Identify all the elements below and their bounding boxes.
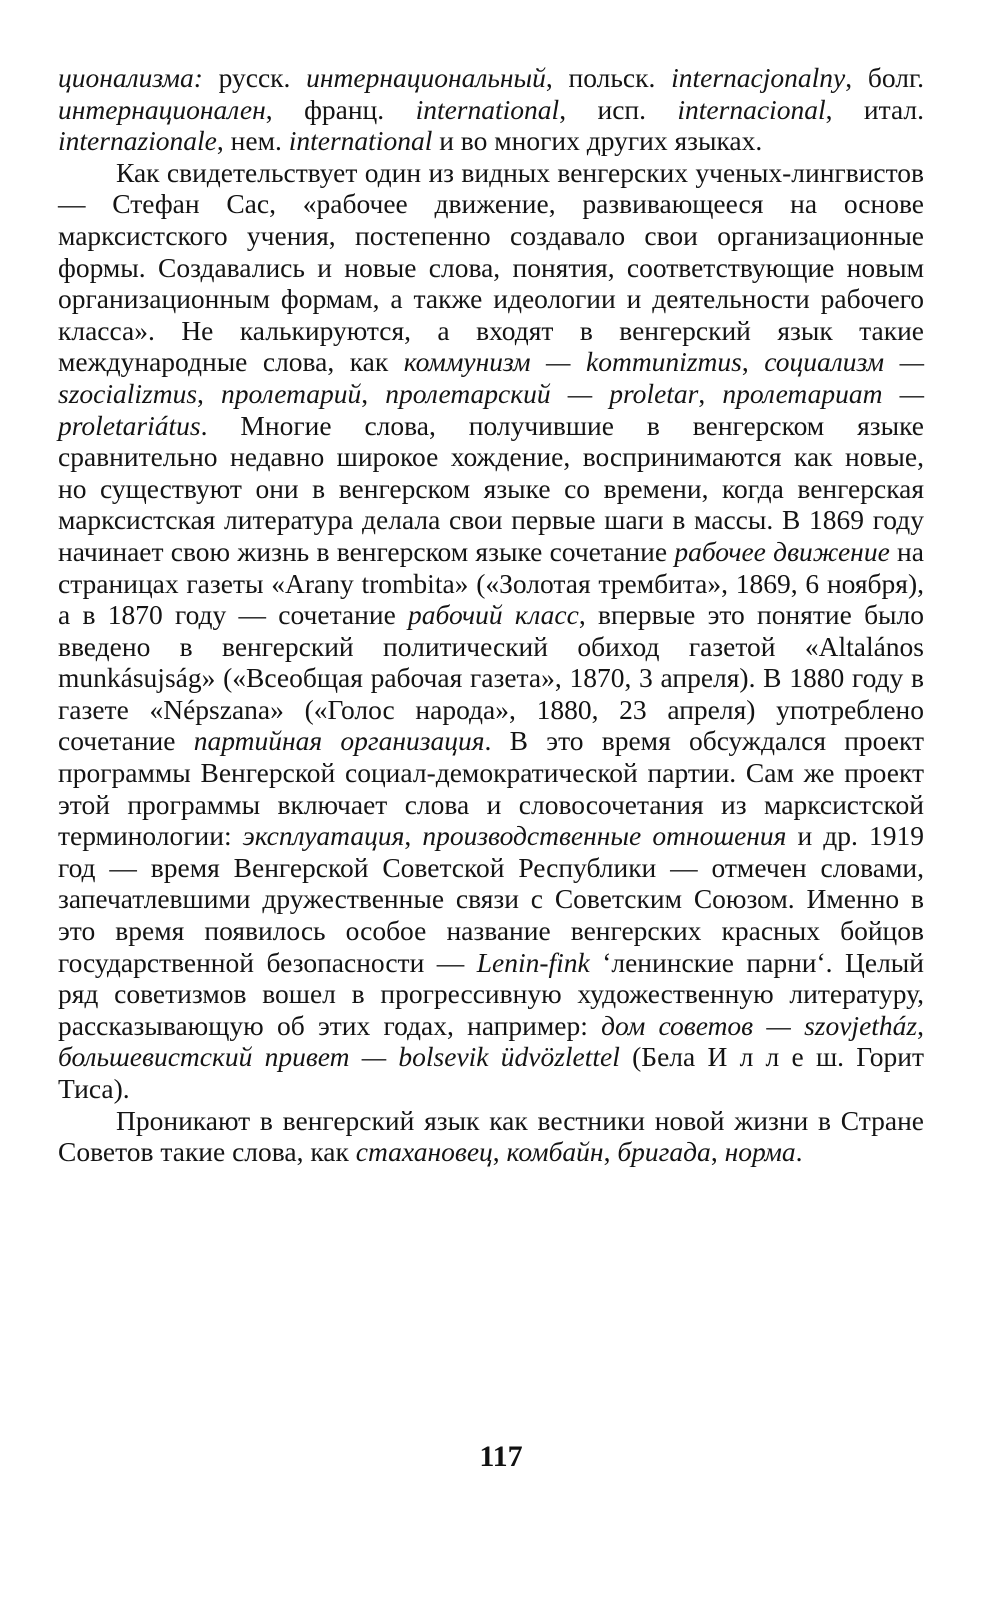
italic-term: рабочее движение [674,535,890,567]
text-run: Проникают в венгерский язык как вестники новой жизни в Стране Советов такие слова, как [58,1104,924,1168]
italic-term: интернационален [58,93,266,125]
text-run: , итал. [825,93,924,125]
text-run: на страницах газеты «Arany trombita» («Золотая трембита», 1869, 6 ноября), а в 1870 году — сочетание [58,535,924,631]
italic-term: рабочий класс [408,599,579,631]
text-run: , [361,377,386,409]
italic-term: интернациональный [306,62,546,93]
italic-term: internacjonalny [671,62,846,93]
italic-term: дом советов — szovjetház [601,1009,918,1041]
text-run: , [492,1136,507,1168]
italic-term: социализм — szocializmus [58,346,925,409]
text-run: , [197,377,222,409]
text-run: , [741,346,765,378]
text-run: . В это время обсуждался проект программы Венгерской социал-демократической партии. Сам же проект этой программы включает слова и словосочетания из марксистской терминологии: [58,725,924,852]
italic-term: international [288,125,433,157]
paragraph-soviet-words [58,1105,924,1168]
paragraph-hungarian-vocabulary [58,157,924,1105]
italic-term: стахановец [355,1136,493,1168]
italic-term: эксплуатация [242,820,405,852]
text-run: ‘ленинские парни‘. Целый ряд советизмов вошел в прогрессивную художественную литературу, рассказывающую об этих годах, например: [58,946,924,1041]
text-run: (Бела И л л е ш. Горит Тиса). [58,1041,924,1104]
text-run: русск. [202,62,307,93]
italic-term: комбайн [506,1136,604,1168]
text-run: , [404,820,423,852]
italic-term: норма [724,1136,796,1168]
text-run: , [698,377,723,409]
text-run: , нем. [216,125,289,157]
text-run: , польск. [545,62,672,93]
italic-term: пролетариат — proletariátus [58,377,925,441]
italic-term: производственные отношения [422,820,787,852]
italic-term: коммунизм — kommunizmus [403,346,742,378]
text-run: , [710,1136,725,1168]
text-run: Как свидетельствует один из видных венгерских ученых-лингвистов — Стефан Сас, «рабочее движение, развивающееся на основе марксистского учения, постепенно создавало свои организационные формы. Создавались и новые слова, понятия, соответствующие новым организационным формам, а также идеологии и деятельности рабочего класса». Не калькируются, а входят в венгерский язык такие международные слова, как [58,156,924,378]
italic-term: партийная организация [193,725,485,757]
italic-term: internazionale [58,125,217,157]
italic-term: internacional [677,93,826,125]
text-run: , исп. [559,93,678,125]
italic-term: ционализма: [58,62,203,93]
italic-term: большевистский привет — bolsevik üdvözlettel [58,1041,620,1073]
text-run: и во многих других языках. [432,125,763,157]
italic-term: international [415,93,560,125]
text-run: . Многие слова, получившие в венгерском языке сравнительно недавно широкое хождение, воспринимаются как новые, но существуют они в венгерском языке со времени, когда венгерская марксистская литература делала свои первые шаги в массы. В 1869 году начинает свою жизнь в венгерском языке сочетание [58,409,924,567]
text-run: и др. 1919 год — время Венгерской Советской Республики — отмечен словами, запечатлевшими дружественные связи с Советским Союзом. Именно в это время появилось особое название венгерских красных бойцов государственной безопасности — [58,820,924,978]
italic-term: бригада [617,1136,711,1168]
text-run: , болг. [845,62,925,93]
paragraph-continuation [58,62,924,157]
italic-term: пролетарский — proletar [385,377,699,409]
page-body [58,62,924,1168]
italic-term: Lenin-fink [476,946,590,978]
italic-term: пролетарий [221,377,362,409]
text-run: , франц. [265,93,416,125]
text-run: , [917,1009,924,1041]
text-run: , [603,1136,618,1168]
text-run: , впервые это понятие было введено в венгерский политический обиход газетой «Altalános munkásujság» («Всеобщая рабочая газета», 1870, 3 апреля). В 1880 году в газете «Népszana» («Голос народа», 1880, 23 апреля) употреблено сочетание [58,599,925,757]
text-run: . [795,1136,803,1168]
page-number: 117 [479,1440,523,1473]
